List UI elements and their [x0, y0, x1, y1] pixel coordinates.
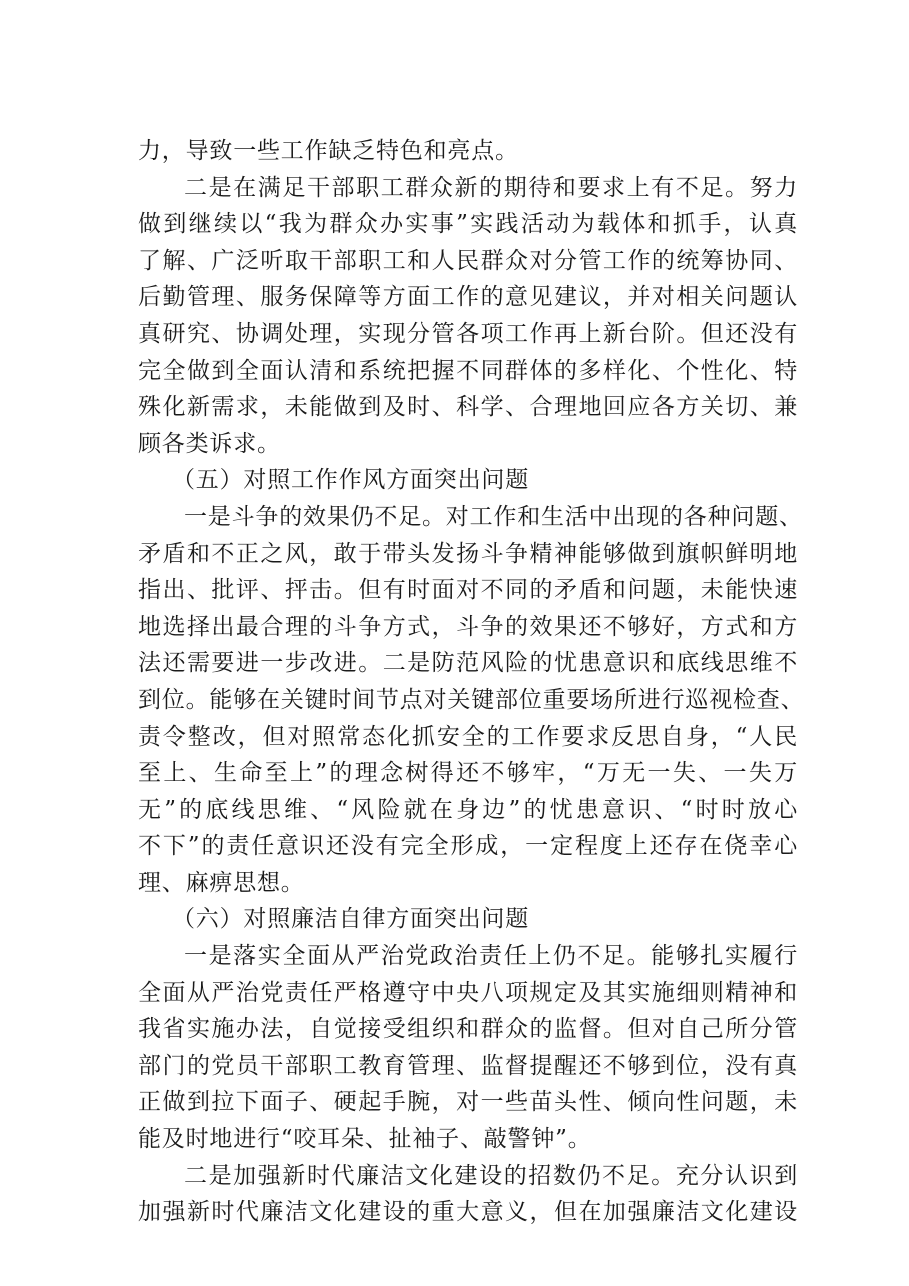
text-line: 能及时地进行“咬耳朵、扯袖子、敲警钟”。 — [138, 1126, 592, 1153]
text-line: 无”的底线思维、“风险就在身边”的忧患意识、“时时放心 — [138, 796, 798, 823]
text-line: 完全做到全面认清和系统把握不同群体的多样化、个性化、特 — [138, 357, 798, 384]
text-line: 正做到拉下面子、硬起手腕，对一些苗头性、倾向性问题，未 — [138, 1089, 798, 1116]
text-line: 做到继续以“我为群众办实事”实践活动为载体和抓手，认真 — [138, 211, 798, 238]
text-line: 不下”的责任意识还没有完全形成，一定程度上还存在侥幸心 — [138, 833, 798, 860]
text-line: 一是落实全面从严治党政治责任上仍不足。能够扎实履行 — [184, 943, 798, 970]
text-line: 力，导致一些工作缺乏特色和亮点。 — [138, 138, 519, 164]
text-line: 理、麻痹思想。 — [138, 869, 305, 896]
text-line: 二是加强新时代廉洁文化建设的招数仍不足。充分认识到 — [184, 1162, 798, 1189]
text-line: 指出、批评、抨击。但有时面对不同的矛盾和问题，未能快速 — [138, 577, 798, 604]
text-line: 全面从严治党责任严格遵守中央八项规定及其实施细则精神和 — [138, 979, 798, 1006]
text-line: 顾各类诉求。 — [138, 430, 281, 457]
text-line: 法还需要进一步改进。二是防范风险的忧患意识和底线思维不 — [138, 650, 798, 677]
text-line: 殊化新需求，未能做到及时、科学、合理地回应各方关切、兼 — [138, 394, 798, 421]
text-line: 地选择出最合理的斗争方式，斗争的效果还不够好，方式和方 — [138, 613, 798, 640]
text-line: （六）对照廉洁自律方面突出问题 — [172, 906, 529, 933]
document-body — [138, 133, 805, 1231]
text-line: 到位。能够在关键时间节点对关键部位重要场所进行巡视检查、 — [138, 686, 805, 713]
text-line: 责令整改，但对照常态化抓安全的工作要求反思自身，“人民 — [138, 723, 798, 750]
text-line: 加强新时代廉洁文化建设的重大意义，但在加强廉洁文化建设 — [138, 1199, 798, 1226]
text-line: 二是在满足干部职工群众新的期待和要求上有不足。努力 — [184, 174, 798, 201]
text-line: 我省实施办法，自觉接受组织和群众的监督。但对自己所分管 — [138, 1016, 798, 1043]
text-line: 后勤管理、服务保障等方面工作的意见建议，并对相关问题认 — [138, 284, 798, 311]
text-line: 一是斗争的效果仍不足。对工作和生活中出现的各种问题、 — [184, 503, 803, 530]
text-line: 至上、生命至上”的理念树得还不够牢，“万无一失、一失万 — [138, 760, 798, 787]
text-line: 矛盾和不正之风，敢于带头发扬斗争精神能够做到旗帜鲜明地 — [138, 540, 798, 567]
text-line: 部门的党员干部职工教育管理、监督提醒还不够到位，没有真 — [138, 1052, 798, 1079]
text-line: （五）对照工作作风方面突出问题 — [172, 467, 529, 494]
text-line: 了解、广泛听取干部职工和人民群众对分管工作的统筹协同、 — [138, 247, 798, 274]
text-line: 真研究、协调处理，实现分管各项工作再上新台阶。但还没有 — [138, 320, 798, 347]
